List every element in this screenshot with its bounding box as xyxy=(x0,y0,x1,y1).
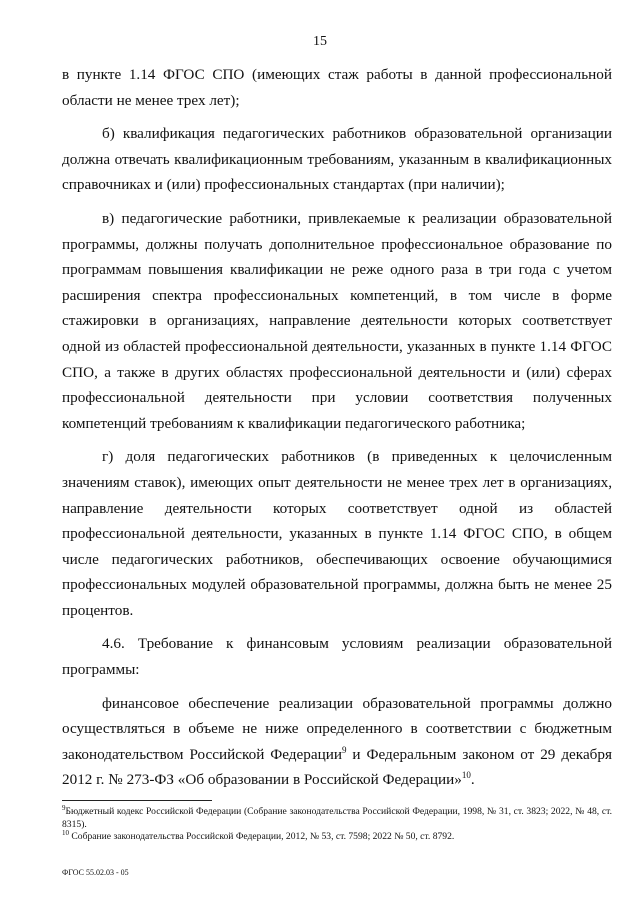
paragraph-financial xyxy=(62,691,612,793)
footnote-ref-9[interactable]: 9 xyxy=(341,744,347,755)
footnote-10-number: 10 xyxy=(62,828,69,837)
document-body xyxy=(62,62,612,801)
section-heading-4-6: 4.6. Требование к финансовым условиям реализации образовательной программы: xyxy=(62,635,612,679)
paragraph-continuation: в пункте 1.14 ФГОС СПО (имеющих стаж работы в данной профессиональной области не менее трех лет); xyxy=(62,66,612,109)
footnote-9 xyxy=(62,803,612,831)
page-number: 15 xyxy=(313,34,327,49)
paragraph-g: г) доля педагогических работников (в приведенных к целочисленным значениям ставок), имеющих опыт деятельности не менее трех лет в организациях, направление деятельности которых соответствует одной из областей профессиональной деятельности, указанных в пункте 1.14 ФГОС СПО, в общем числе педагогических работников, обеспечивающих освоение обучающимися профессиональных модулей образовательной программы, должна быть не менее 25 процентов. xyxy=(62,448,612,619)
paragraph-financial-text-1: финансовое обеспечение реализации образовательной программы должно осуществляться в объеме не ниже определенного в соответствии с бюджетным законодательством Российской Федерации xyxy=(62,694,612,763)
paragraph-b: б) квалификация педагогических работников образовательной организации должна отвечать квалификационным требованиям, указанным в квалификационных справочниках и (или) профессиональных стандартах (при наличии); xyxy=(62,125,612,194)
footnote-divider xyxy=(62,800,212,801)
paragraph-financial-end: . xyxy=(470,771,475,789)
footnote-10 xyxy=(62,828,612,844)
document-code: ФГОС 55.02.03 - 05 xyxy=(62,868,129,877)
footnote-10-text: Собрание законодательства Российской Федерации, 2012, № 53, ст. 7598; 2022 № 50, ст. 8792. xyxy=(71,831,455,842)
paragraph-financial-text-2: и Федеральным законом от 29 декабря 2012 г. № 273-ФЗ «Об образовании в Российской Федерации» xyxy=(62,745,612,789)
footnote-ref-10[interactable]: 10 xyxy=(461,770,471,781)
footnotes xyxy=(62,803,612,844)
footnote-9-text: Бюджетный кодекс Российской Федерации (Собрание законодательства Российской Федерации, 1998, № 31, ст. 3823; 2022, № 48, ст. 8315). xyxy=(62,806,612,830)
paragraph-v: в) педагогические работники, привлекаемые к реализации образовательной программы, должны получать дополнительное профессиональное образование по программам повышения квалификации не реже одного раза в три года с учетом расширения спектра профессиональных компетенций, в том числе в форме стажировки в организациях, направление деятельности которых соответствует одной из областей профессиональной деятельности, указанных в пункте 1.14 ФГОС СПО, а также в других областях профессиональной деятельности и (или) сферах профессиональной деятельности при условии соответствия полученных компетенций требованиям к квалификации педагогического работника; xyxy=(62,209,612,432)
footnote-9-number: 9 xyxy=(62,803,66,812)
